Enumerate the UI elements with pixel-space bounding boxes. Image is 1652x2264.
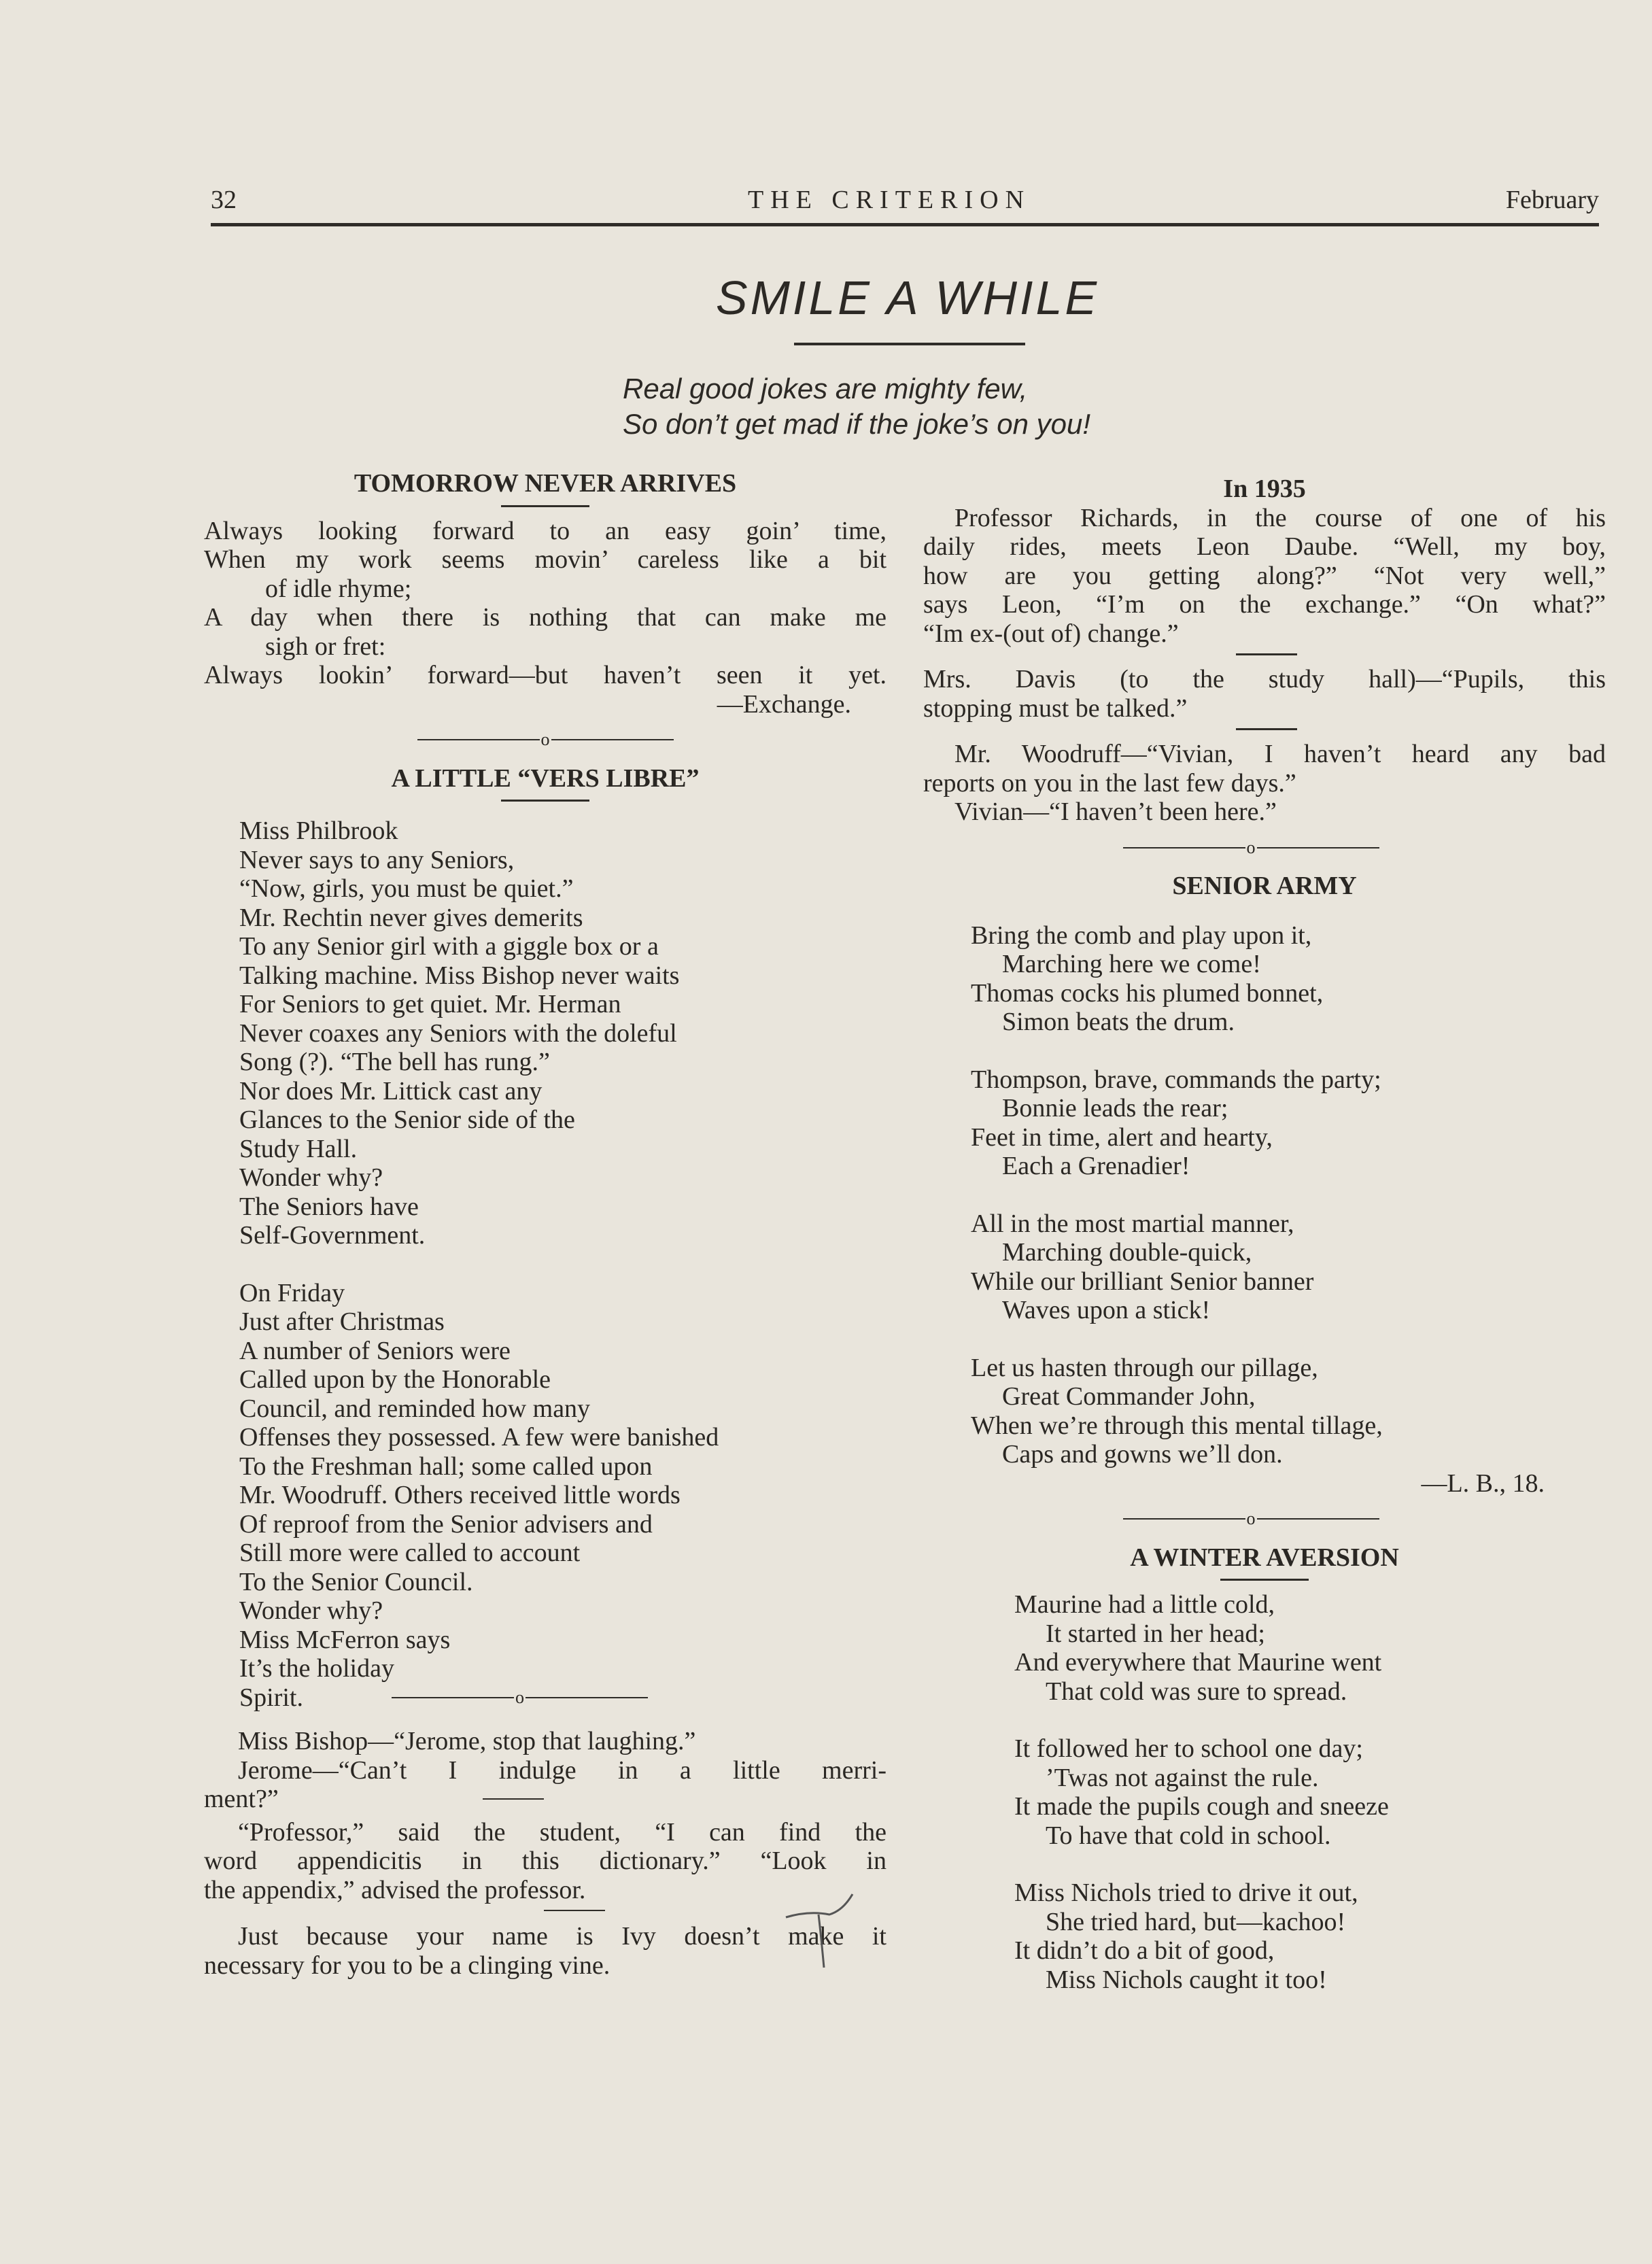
poem-line: Wonder why? [239, 1163, 383, 1192]
poem-line: When we’re through this mental tillage, [971, 1411, 1383, 1440]
divider-mark: o [1246, 837, 1256, 857]
left-column [204, 469, 887, 1980]
poem-line: Talking machine. Miss Bishop never waits [239, 961, 680, 990]
joke-line: how are you getting along?” “Not very well,” [923, 561, 1606, 590]
poem-line: It’s the holiday [239, 1654, 394, 1683]
joke-rule [483, 1798, 544, 1800]
poem-line: Mr. Woodruff. Others received little words [239, 1481, 681, 1509]
poem-line: Simon beats the drum. [1002, 1008, 1235, 1036]
poem-line: Let us hasten through our pillage, [971, 1353, 1318, 1382]
short-rule [1236, 728, 1297, 730]
poem-line: Great Commander John, [1002, 1382, 1256, 1411]
joke-line: necessary for you to be a clinging vine. [204, 1951, 610, 1980]
poem-line: Always looking forward to an easy goin’ time, [204, 516, 887, 545]
issue-month: February [1505, 186, 1599, 214]
joke-line: word appendicitis in this dictionary.” “Look in [204, 1847, 887, 1875]
joke-line: “Professor,” said the student, “I can find the [238, 1817, 887, 1847]
poem-line: It made the pupils cough and sneeze [1014, 1792, 1389, 1821]
header-rule [211, 223, 1599, 226]
poem-line: To the Freshman hall; some called upon [239, 1452, 653, 1481]
poem-line: Feet in time, alert and hearty, [971, 1122, 1273, 1152]
poem-line: Still more were called to account [239, 1539, 581, 1567]
section-heading: A WINTER AVERSION [1130, 1543, 1399, 1572]
poem-line: Nor does Mr. Littick cast any [239, 1076, 543, 1105]
page-title: SMILE A WHILE [715, 271, 1100, 324]
joke-line: Mr. Woodruff—“Vivian, I haven’t heard any bad [954, 740, 1606, 768]
short-rule [501, 800, 589, 802]
poem-line: ’Twas not against the rule. [1046, 1763, 1319, 1792]
poem-credit: —Exchange. [717, 689, 851, 719]
poem-line: Song (?). “The bell has rung.” [239, 1048, 550, 1076]
poem-line: Miss Philbrook [239, 817, 398, 845]
section-divider [896, 834, 1606, 863]
poem-line: For Seniors to get quiet. Mr. Herman [239, 990, 621, 1018]
poem-line: Miss McFerron says [239, 1625, 451, 1654]
poem-line: Offenses they possessed. A few were banished [239, 1423, 719, 1452]
section-divider [896, 1505, 1606, 1534]
poem-line: A day when there is nothing that can make me [204, 603, 887, 632]
poem-vers-libre [204, 817, 887, 1712]
joke-line: stopping must be talked.” [923, 693, 1188, 723]
poem-line: Called upon by the Honorable [239, 1365, 551, 1394]
publication-title: THE CRITERION [748, 186, 1031, 214]
pencil-mark-icon [782, 1890, 857, 1972]
poem-line: Bring the comb and play upon it, [971, 921, 1312, 950]
poem-credit: —L. B., 18. [1421, 1469, 1545, 1498]
section-divider [392, 1683, 648, 1713]
poem-line: Caps and gowns we’ll don. [1002, 1440, 1283, 1469]
joke-line: Jerome—“Can’t I indulge in a little merri- [238, 1755, 887, 1785]
section-heading: SENIOR ARMY [1172, 872, 1357, 900]
page-number: 32 [211, 186, 237, 214]
joke-line: Miss Bishop—“Jerome, stop that laughing.” [238, 1727, 696, 1755]
joke-line: says Leon, “I’m on the exchange.” “On what?” [923, 590, 1606, 619]
poem-line: Council, and reminded how many [239, 1394, 591, 1423]
poem-line: On Friday [239, 1278, 345, 1307]
poem-line: Thompson, brave, commands the party; [971, 1065, 1381, 1094]
poem-line: Just after Christmas [239, 1307, 445, 1336]
poem-line-last [239, 1683, 887, 1713]
divider-mark: o [515, 1687, 524, 1707]
title-rule [794, 343, 1025, 345]
poem-line: To have that cold in school. [1046, 1821, 1331, 1850]
poem-line: Spirit. [239, 1683, 303, 1712]
poem-line: While our brilliant Senior banner [971, 1267, 1314, 1296]
poem-line: Self-Government. [239, 1221, 426, 1250]
joke-line: Professor Richards, in the course of one of his [954, 503, 1606, 532]
short-rule [1236, 653, 1297, 655]
right-column [923, 475, 1606, 1994]
poem-line: Wonder why? [239, 1596, 383, 1625]
short-rule [1220, 1579, 1309, 1581]
poem-line: “Now, girls, you must be quiet.” [239, 874, 574, 903]
joke-line-row [204, 1785, 887, 1814]
poem-line: Mr. Rechtin never gives demerits [239, 903, 583, 932]
poem-line: Marching here we come! [1002, 950, 1261, 978]
poem-line: To the Senior Council. [239, 1567, 473, 1596]
poem-line: A number of Seniors were [239, 1336, 511, 1365]
poem-line: Study Hall. [239, 1134, 358, 1163]
poem-line: Miss Nichols tried to drive it out, [1014, 1879, 1358, 1907]
poem-line: Bonnie leads the rear; [1002, 1094, 1228, 1122]
joke-rule [544, 1910, 605, 1911]
poem-tomorrow-never-arrives [204, 517, 887, 719]
poem-line: The Seniors have [239, 1192, 419, 1221]
poem-winter-aversion [923, 1590, 1606, 1994]
section-heading: TOMORROW NEVER ARRIVES [354, 469, 737, 498]
short-rule [501, 505, 589, 507]
poem-line: Waves upon a stick! [1002, 1296, 1211, 1324]
poem-line: Thomas cocks his plumed bonnet, [971, 978, 1324, 1008]
poem-line: It didn’t do a bit of good, [1014, 1936, 1275, 1965]
poem-senior-army [923, 921, 1606, 1498]
poem-line: of idle rhyme; [265, 574, 412, 603]
section-heading: In 1935 [1223, 475, 1306, 503]
motto-line: Real good jokes are mighty few, [623, 373, 1028, 405]
poem-line: She tried hard, but—kachoo! [1046, 1907, 1346, 1936]
joke-line: the appendix,” advised the professor. [204, 1875, 586, 1904]
divider-mark: o [540, 730, 550, 749]
joke-line: Vivian—“I haven’t been here.” [954, 797, 1277, 826]
poem-line: It started in her head; [1046, 1619, 1265, 1648]
poem-line: Never says to any Seniors, [239, 845, 515, 874]
poem-line: All in the most martial manner, [971, 1209, 1294, 1238]
poem-line: It followed her to school one day; [1014, 1734, 1363, 1763]
poem-line: When my work seems movin’ careless like a bit [204, 545, 887, 574]
motto-line: So don’t get mad if the joke’s on you! [623, 408, 1090, 440]
poem-line: Of reproof from the Senior advisers and [239, 1509, 653, 1539]
poem-line: Marching double-quick, [1002, 1238, 1252, 1267]
poem-line: Always lookin’ forward—but haven’t seen it yet. [204, 661, 887, 689]
poem-line: Maurine had a little cold, [1014, 1590, 1275, 1619]
joke-line: daily rides, meets Leon Daube. “Well, my boy, [923, 532, 1606, 561]
section-divider [204, 725, 887, 755]
joke-line: “Im ex-(out of) change.” [923, 619, 1179, 648]
joke-line: Mrs. Davis (to the study hall)—“Pupils, this [923, 665, 1606, 693]
divider-mark: o [1246, 1509, 1256, 1528]
poem-line: Glances to the Senior side of the [239, 1105, 575, 1134]
poem-line: Never coaxes any Seniors with the doleful [239, 1018, 677, 1048]
poem-line: To any Senior girl with a giggle box or a [239, 932, 659, 961]
joke-line: ment?” [204, 1785, 279, 1813]
poem-line: And everywhere that Maurine went [1014, 1648, 1382, 1677]
page-header [211, 185, 1599, 223]
poem-line: That cold was sure to spread. [1046, 1677, 1347, 1706]
joke-line: reports on you in the last few days.” [923, 768, 1296, 797]
joke-line: Just because your name is Ivy doesn’t make it [238, 1922, 887, 1951]
poem-line: sigh or fret: [265, 632, 386, 661]
section-heading: A LITTLE “VERS LIBRE” [391, 764, 700, 793]
poem-line: Miss Nichols caught it too! [1046, 1965, 1327, 1994]
poem-line: Each a Grenadier! [1002, 1152, 1190, 1180]
